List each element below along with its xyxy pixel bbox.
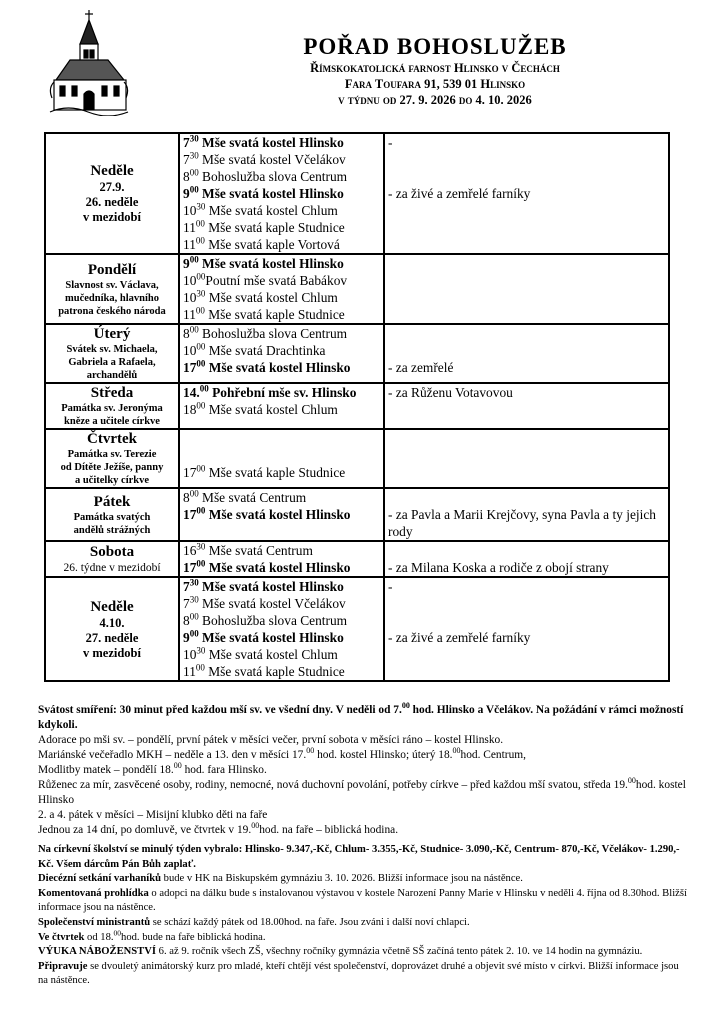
day-name: Čtvrtek xyxy=(87,431,137,447)
mass-entry xyxy=(183,151,381,168)
mass-description: Mše svatá Centrum xyxy=(205,543,313,558)
mass-entry xyxy=(183,612,381,629)
mass-description: Bohoslužba slova Centrum xyxy=(198,613,348,628)
mass-description: Mše svatá kostel Včelákov xyxy=(198,152,346,167)
note-text: Růženec za mír, zasvěcené osoby, rodiny, nemocné, nová duchovní povolání, potřeby církve – před každou mší svatou, středa 19. xyxy=(38,779,628,791)
note-text: hod. Centrum, xyxy=(460,749,526,761)
day-name: Úterý xyxy=(93,326,131,342)
note-superscript: 00 xyxy=(113,928,122,938)
mass-minute: 00 xyxy=(195,218,205,229)
mass-hour: 16 xyxy=(183,543,197,558)
schedule-table xyxy=(44,132,670,682)
mass-hour: 10 xyxy=(183,273,197,288)
page-header xyxy=(270,34,600,108)
note-text: Adorace po mši sv. – pondělí, první pátek v měsíci večer, první sobota v měsíci ráno – kostel Hlinsko. xyxy=(38,734,504,746)
note-text: Diecézní setkání varhaníků xyxy=(38,873,162,885)
mass-entry xyxy=(183,236,381,253)
masses-cell xyxy=(179,133,384,254)
mass-entry xyxy=(183,359,381,376)
mass-description: Mše svatá kostel Hlinsko xyxy=(205,360,351,375)
mass-description: Mše svatá kaple Vortová xyxy=(204,237,340,252)
day-name: Pátek xyxy=(93,493,131,510)
day-description: Gabriela a Rafaela, xyxy=(68,357,156,368)
note-paragraph xyxy=(38,808,688,823)
mass-minute: 30 xyxy=(189,150,199,161)
note-text: Společenství ministrantů xyxy=(38,916,151,928)
masses-cell xyxy=(179,577,384,681)
day-description: Slavnost sv. Václava, xyxy=(65,279,159,291)
mass-description: Mše svatá kostel Chlum xyxy=(205,647,338,662)
mass-hour: 8 xyxy=(183,326,190,341)
day-description: 27.9. xyxy=(99,180,125,194)
mass-hour: 10 xyxy=(183,203,197,218)
mass-entry xyxy=(183,595,381,612)
day-cell xyxy=(45,488,179,541)
intention-entry: - xyxy=(388,135,393,150)
mass-minute: 30 xyxy=(196,541,206,552)
mass-minute: 00 xyxy=(196,358,206,369)
schedule-row xyxy=(45,429,669,488)
day-description: Památka sv. Terezie xyxy=(67,449,157,460)
mass-minute: 00 xyxy=(196,271,206,282)
note-text: Ve čtvrtek xyxy=(38,931,85,943)
day-cell xyxy=(45,541,179,577)
mass-entry xyxy=(183,489,381,506)
note-paragraph xyxy=(38,928,688,946)
day-description: Svátek sv. Michaela, xyxy=(66,344,158,355)
parish-address: Fara Toufara 91, 539 01 Hlinsko xyxy=(344,77,526,91)
mass-hour: 14. xyxy=(183,385,200,400)
note-paragraph xyxy=(38,887,688,916)
page-title: POŘAD BOHOSLUŽEB xyxy=(303,34,567,59)
mass-minute: 00 xyxy=(189,611,199,622)
day-cell xyxy=(45,383,179,429)
mass-minute: 30 xyxy=(189,594,199,605)
intentions-cell xyxy=(384,324,669,383)
day-cell xyxy=(45,133,179,254)
intention-entry: - xyxy=(388,579,393,594)
intentions-cell xyxy=(384,133,669,254)
mass-entry xyxy=(183,384,381,401)
schedule-row xyxy=(45,577,669,681)
note-superscript: 00 xyxy=(627,776,636,786)
mass-entry xyxy=(183,506,381,523)
mass-description: Mše svatá kaple Studnice xyxy=(204,220,345,235)
day-description: 26. neděle xyxy=(85,195,139,209)
mass-entry xyxy=(183,646,381,663)
mass-minute: 30 xyxy=(189,577,199,588)
mass-minute: 00 xyxy=(189,628,199,639)
mass-hour: 7 xyxy=(183,152,190,167)
note-text: hod. fara Hlinsko. xyxy=(181,764,267,776)
masses-cell xyxy=(179,383,384,429)
mass-hour: 8 xyxy=(183,490,190,505)
note-paragraph xyxy=(38,823,688,838)
mass-description: Mše svatá kostel Hlinsko xyxy=(198,256,344,271)
day-description: 4.10. xyxy=(99,615,125,630)
mass-entry xyxy=(183,168,381,185)
church-logo-icon xyxy=(48,8,130,116)
mass-description: Mše svatá kaple Studnice xyxy=(205,465,346,480)
mass-hour: 17 xyxy=(183,465,197,480)
mass-minute: 00 xyxy=(199,383,209,394)
day-description: a učitelky církve xyxy=(74,475,150,486)
intention-entry: - za Pavla a Marii Krejčovy, syna Pavla a ty jejich rody xyxy=(388,507,656,539)
intention-entry: - za zemřelé xyxy=(388,360,454,375)
note-superscript: 00 xyxy=(173,761,182,771)
note-text: o adopci na dálku bude s instalovanou výstavou v kostele Narození Panny Marie v Hlinsku v neděli 4. října od 8.30hod. Bližší informace jsou na nástěnce. xyxy=(38,887,687,914)
intentions-cell xyxy=(384,383,669,429)
mass-description: Mše svatá Drachtinka xyxy=(205,343,326,358)
mass-hour: 11 xyxy=(183,237,196,252)
schedule-row xyxy=(45,383,669,429)
mass-entry xyxy=(183,134,381,151)
mass-entry xyxy=(183,578,381,595)
day-description: od Dítěte Ježíše, panny xyxy=(60,462,164,473)
mass-minute: 30 xyxy=(196,201,206,212)
masses-cell xyxy=(179,429,384,488)
day-name: Neděle xyxy=(90,163,134,179)
note-paragraph xyxy=(38,916,688,931)
mass-hour: 10 xyxy=(183,343,197,358)
mass-entry xyxy=(183,272,381,289)
mass-description: Mše svatá kostel Chlum xyxy=(205,203,338,218)
mass-hour: 9 xyxy=(183,630,190,645)
schedule-row xyxy=(45,254,669,324)
mass-entry xyxy=(183,289,381,306)
announcements-section xyxy=(38,843,688,989)
intentions-cell xyxy=(384,577,669,681)
mass-entry xyxy=(183,306,381,323)
mass-hour: 8 xyxy=(183,169,190,184)
masses-cell xyxy=(179,324,384,383)
mass-description: Mše svatá kostel Hlinsko xyxy=(198,579,344,594)
mass-hour: 11 xyxy=(183,664,196,679)
schedule-row xyxy=(45,133,669,254)
mass-minute: 00 xyxy=(196,400,206,411)
note-text: se schází každý pátek od 18.00hod. na faře. Jsou zváni i další noví chlapci. xyxy=(150,916,470,928)
mass-minute: 00 xyxy=(196,505,206,516)
mass-hour: 7 xyxy=(183,135,190,150)
note-text: Připravuje xyxy=(38,960,88,972)
mass-entry xyxy=(183,401,381,418)
notes-section xyxy=(38,703,688,838)
mass-entry xyxy=(183,325,381,342)
mass-entry xyxy=(183,255,381,272)
mass-description: Mše svatá kostel Hlinsko xyxy=(205,560,351,575)
mass-entry xyxy=(183,559,381,576)
mass-entry xyxy=(183,542,381,559)
mass-description: Mše svatá kostel Hlinsko xyxy=(198,186,344,201)
note-superscript: 00 xyxy=(251,821,260,831)
day-description: patrona českého národa xyxy=(58,305,166,317)
mass-description: Bohoslužba slova Centrum xyxy=(198,169,348,184)
parish-name: Římskokatolická farnost Hlinsko v Čechách xyxy=(310,61,560,75)
mass-minute: 00 xyxy=(189,254,199,265)
mass-minute: 00 xyxy=(189,167,199,178)
mass-description: Mše svatá Centrum xyxy=(198,490,307,505)
mass-hour: 18 xyxy=(183,402,197,417)
mass-minute: 00 xyxy=(189,324,199,335)
note-text: od 18. xyxy=(84,931,114,943)
mass-minute: 00 xyxy=(196,463,206,474)
day-description: andělů strážných xyxy=(73,524,151,536)
mass-hour: 9 xyxy=(183,256,190,271)
mass-minute: 30 xyxy=(189,133,199,144)
day-description: Památka sv. Jeronýma xyxy=(61,403,163,414)
note-paragraph xyxy=(38,872,688,887)
note-superscript: 00 xyxy=(306,746,315,756)
day-description: archandělů xyxy=(86,370,138,381)
note-superscript: 00 xyxy=(401,701,410,711)
note-text: hod. Hlinsko a Včelákov. Na požádání v rámci možností kdykoli. xyxy=(38,704,684,731)
mass-minute: 00 xyxy=(195,305,205,316)
intention-entry: - za Milana Koska a rodiče z obojí strany xyxy=(388,560,609,575)
note-text: 2. a 4. pátek v měsíci – Misijní klubko děti na faře xyxy=(38,809,268,821)
intentions-cell xyxy=(384,541,669,577)
mass-minute: 00 xyxy=(189,488,199,499)
mass-description: Mše svatá kaple Studnice xyxy=(204,664,345,679)
intention-entry: - za Růženu Votavovou xyxy=(388,385,513,400)
note-text: Svátost smíření: 30 minut před každou mší sv. ve všední dny. V neděli od 7. xyxy=(38,704,402,716)
note-text: Jednou za 14 dní, po domluvě, ve čtvrtek v 19. xyxy=(38,824,252,836)
mass-description: Mše svatá kostel Chlum xyxy=(205,402,338,417)
masses-cell xyxy=(179,254,384,324)
day-description: kněze a učitele církve xyxy=(64,416,160,427)
intentions-cell xyxy=(384,429,669,488)
mass-entry xyxy=(183,464,381,481)
mass-minute: 00 xyxy=(195,235,205,246)
mass-hour: 10 xyxy=(183,647,197,662)
note-text: hod. kostel Hlinsko xyxy=(38,779,686,806)
mass-hour: 11 xyxy=(183,307,196,322)
mass-hour: 8 xyxy=(183,613,190,628)
day-description: Památka svatých xyxy=(73,511,151,523)
note-text: hod. kostel Hlinsko; úterý 18. xyxy=(314,749,453,761)
note-text: bude v HK na Biskupském gymnáziu 3. 10. 2026. Bližší informace jsou na nástěnce. xyxy=(161,873,523,885)
day-name: Sobota xyxy=(89,544,135,560)
day-description: 26. týdne v mezidobí xyxy=(63,562,161,574)
mass-hour: 7 xyxy=(183,596,190,611)
note-paragraph xyxy=(38,748,688,763)
note-paragraph xyxy=(38,763,688,778)
mass-minute: 00 xyxy=(189,184,199,195)
day-description: v mezidobí xyxy=(83,645,141,660)
mass-hour: 17 xyxy=(183,360,197,375)
mass-hour: 17 xyxy=(183,560,197,575)
mass-hour: 9 xyxy=(183,186,190,201)
note-text: hod. bude na faře biblická hodina. xyxy=(121,931,266,943)
mass-minute: 30 xyxy=(196,288,206,299)
day-name: Pondělí xyxy=(87,261,137,278)
note-paragraph xyxy=(38,945,688,960)
mass-entry xyxy=(183,342,381,359)
day-description: 27. neděle xyxy=(85,630,139,645)
note-text: VÝUKA NÁBOŽENSTVÍ xyxy=(38,946,157,958)
day-cell xyxy=(45,324,179,383)
day-name: Středa xyxy=(90,385,134,401)
mass-description: Poutní mše svatá Babákov xyxy=(205,273,348,288)
mass-description: Mše svatá kaple Studnice xyxy=(204,307,345,322)
mass-minute: 00 xyxy=(196,558,206,569)
mass-entry xyxy=(183,202,381,219)
mass-description: Mše svatá kostel Hlinsko xyxy=(198,630,344,645)
intention-entry: - za živé a zemřelé farníky xyxy=(388,630,531,645)
masses-cell xyxy=(179,541,384,577)
mass-minute: 30 xyxy=(196,645,206,656)
schedule-row xyxy=(45,488,669,541)
mass-entry xyxy=(183,629,381,646)
mass-entry xyxy=(183,219,381,236)
mass-hour: 10 xyxy=(183,290,197,305)
note-text: 6. až 9. ročník všech ZŠ, všechny ročníky gymnázia včetně SŠ začíná tento pátek 2. 10. ve 14 hodin na gymnáziu. xyxy=(156,946,643,958)
note-text: hod. na faře – biblická hodina. xyxy=(259,824,399,836)
intention-entry: - za živé a zemřelé farníky xyxy=(388,186,531,201)
schedule-row xyxy=(45,324,669,383)
note-text: Mariánské večeřadlo MKH – neděle a 13. den v měsíci 17. xyxy=(38,749,307,761)
note-paragraph xyxy=(38,843,688,872)
note-superscript: 00 xyxy=(452,746,461,756)
mass-description: Mše svatá kostel Hlinsko xyxy=(205,507,351,522)
week-range: v týdnu od 27. 9. 2026 do 4. 10. 2026 xyxy=(338,93,532,107)
mass-description: Pohřební mše sv. Hlinsko xyxy=(208,385,357,400)
mass-description: Mše svatá kostel Hlinsko xyxy=(198,135,344,150)
mass-description: Mše svatá kostel Chlum xyxy=(205,290,338,305)
day-name: Neděle xyxy=(90,598,134,615)
day-description: mučedníka, hlavního xyxy=(65,292,159,304)
mass-minute: 00 xyxy=(195,662,205,673)
mass-hour: 11 xyxy=(183,220,196,235)
mass-minute: 00 xyxy=(196,341,206,352)
day-cell xyxy=(45,254,179,324)
note-text: Modlitby matek – pondělí 18. xyxy=(38,764,174,776)
note-paragraph xyxy=(38,703,688,733)
note-paragraph xyxy=(38,778,688,808)
schedule-row xyxy=(45,541,669,577)
mass-description: Bohoslužba slova Centrum xyxy=(198,326,348,341)
intentions-cell xyxy=(384,254,669,324)
intentions-cell xyxy=(384,488,669,541)
day-cell xyxy=(45,577,179,681)
mass-entry xyxy=(183,663,381,680)
day-description: v mezidobí xyxy=(83,210,141,224)
note-text: Na církevní školství se minulý týden vybralo: Hlinsko- 9.347,-Kč, Chlum- 3.355,-Kč, Studnice- 3.090,-Kč, Centrum- 870,-Kč, Včelákov- 1.290,-Kč. Všem dárcům Pán Bůh zaplať. xyxy=(38,844,680,870)
note-text: se dvouletý animátorský kurz pro mladé, kteří chtějí vést společenství, doprovázet druhé a objevit své místo v církvi. Bližší informace jsou na nástěnce. xyxy=(38,960,679,987)
mass-description: Mše svatá kostel Včelákov xyxy=(198,596,346,611)
note-paragraph xyxy=(38,960,688,989)
masses-cell xyxy=(179,488,384,541)
mass-entry xyxy=(183,185,381,202)
day-cell xyxy=(45,429,179,488)
mass-hour: 17 xyxy=(183,507,197,522)
mass-hour: 7 xyxy=(183,579,190,594)
note-text: Komentovaná prohlídka xyxy=(38,887,149,899)
note-paragraph xyxy=(38,733,688,748)
